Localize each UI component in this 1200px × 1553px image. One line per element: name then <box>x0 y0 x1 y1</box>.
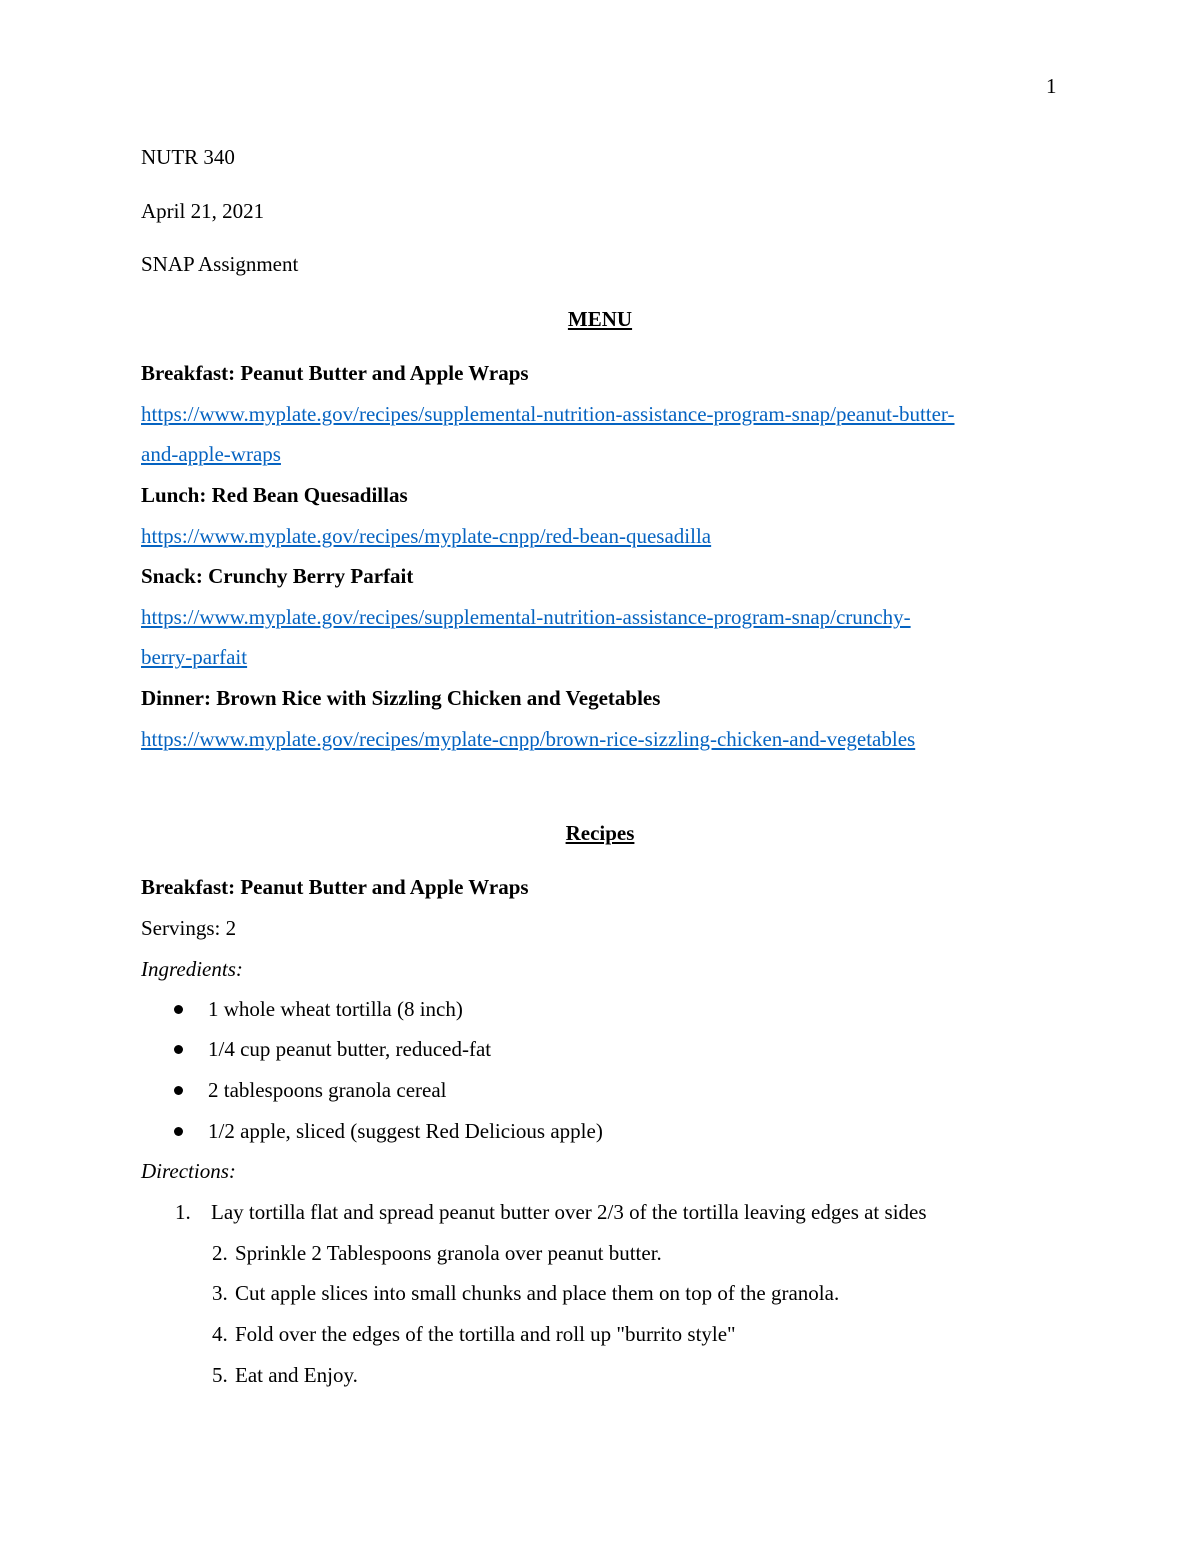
menu-breakfast-link-cont[interactable]: and-apple-wraps <box>141 442 281 466</box>
step-number: 5. <box>212 1363 228 1387</box>
recipe-breakfast-title: Breakfast: Peanut Butter and Apple Wraps <box>141 875 529 899</box>
page-number: 1 <box>1046 74 1057 98</box>
step-text: Sprinkle 2 Tablespoons granola over peanut butter. <box>235 1241 662 1265</box>
step-number: 3. <box>212 1281 228 1305</box>
direction-step <box>212 1239 662 1267</box>
directions-label: Directions: <box>141 1159 236 1183</box>
menu-snack-link-cont[interactable]: berry-parfait <box>141 645 248 669</box>
assignment-line: SNAP Assignment <box>141 252 299 276</box>
menu-lunch-link[interactable]: https://www.myplate.gov/recipes/myplate-cnpp/red-bean-quesadilla <box>141 524 712 548</box>
menu-breakfast-link[interactable]: https://www.myplate.gov/recipes/supplemental-nutrition-assistance-program-snap/peanut-butter- <box>141 402 955 426</box>
menu-dinner-title: Dinner: Brown Rice with Sizzling Chicken and Vegetables <box>141 686 661 710</box>
menu-breakfast-title: Breakfast: Peanut Butter and Apple Wraps <box>141 361 529 385</box>
step-text: Lay tortilla flat and spread peanut butter over 2/3 of the tortilla leaving edges at sides <box>211 1200 927 1224</box>
menu-lunch-title: Lunch: Red Bean Quesadillas <box>141 483 408 507</box>
ingredient-item: 1 whole wheat tortilla (8 inch) <box>174 995 463 1023</box>
recipes-heading: Recipes <box>565 821 635 845</box>
bullet-icon <box>174 1086 183 1095</box>
step-text: Cut apple slices into small chunks and place them on top of the granola. <box>235 1281 840 1305</box>
ingredient-item: 1/4 cup peanut butter, reduced-fat <box>174 1035 491 1063</box>
step-number: 4. <box>212 1322 228 1346</box>
menu-dinner-link[interactable]: https://www.myplate.gov/recipes/myplate-cnpp/brown-rice-sizzling-chicken-and-vegetables <box>141 727 916 751</box>
recipe-servings: Servings: 2 <box>141 916 237 940</box>
direction-step <box>212 1279 839 1307</box>
direction-step <box>212 1320 736 1348</box>
bullet-icon <box>174 1045 183 1054</box>
course-line: NUTR 340 <box>141 145 235 169</box>
date-line: April 21, 2021 <box>141 199 265 223</box>
direction-step <box>175 1198 927 1226</box>
menu-heading: MENU <box>567 307 633 331</box>
bullet-icon <box>174 1005 183 1014</box>
ingredient-item: 1/2 apple, sliced (suggest Red Delicious apple) <box>174 1117 603 1145</box>
direction-step <box>212 1361 358 1389</box>
step-text: Fold over the edges of the tortilla and roll up "burrito style" <box>235 1322 736 1346</box>
step-number: 2. <box>212 1241 228 1265</box>
menu-snack-link[interactable]: https://www.myplate.gov/recipes/supplemental-nutrition-assistance-program-snap/crunchy- <box>141 605 911 629</box>
step-number: 1. <box>175 1200 191 1224</box>
menu-snack-title: Snack: Crunchy Berry Parfait <box>141 564 414 588</box>
ingredients-label: Ingredients: <box>141 957 243 981</box>
bullet-icon <box>174 1127 183 1136</box>
step-text: Eat and Enjoy. <box>235 1363 358 1387</box>
ingredient-item: 2 tablespoons granola cereal <box>174 1076 447 1104</box>
